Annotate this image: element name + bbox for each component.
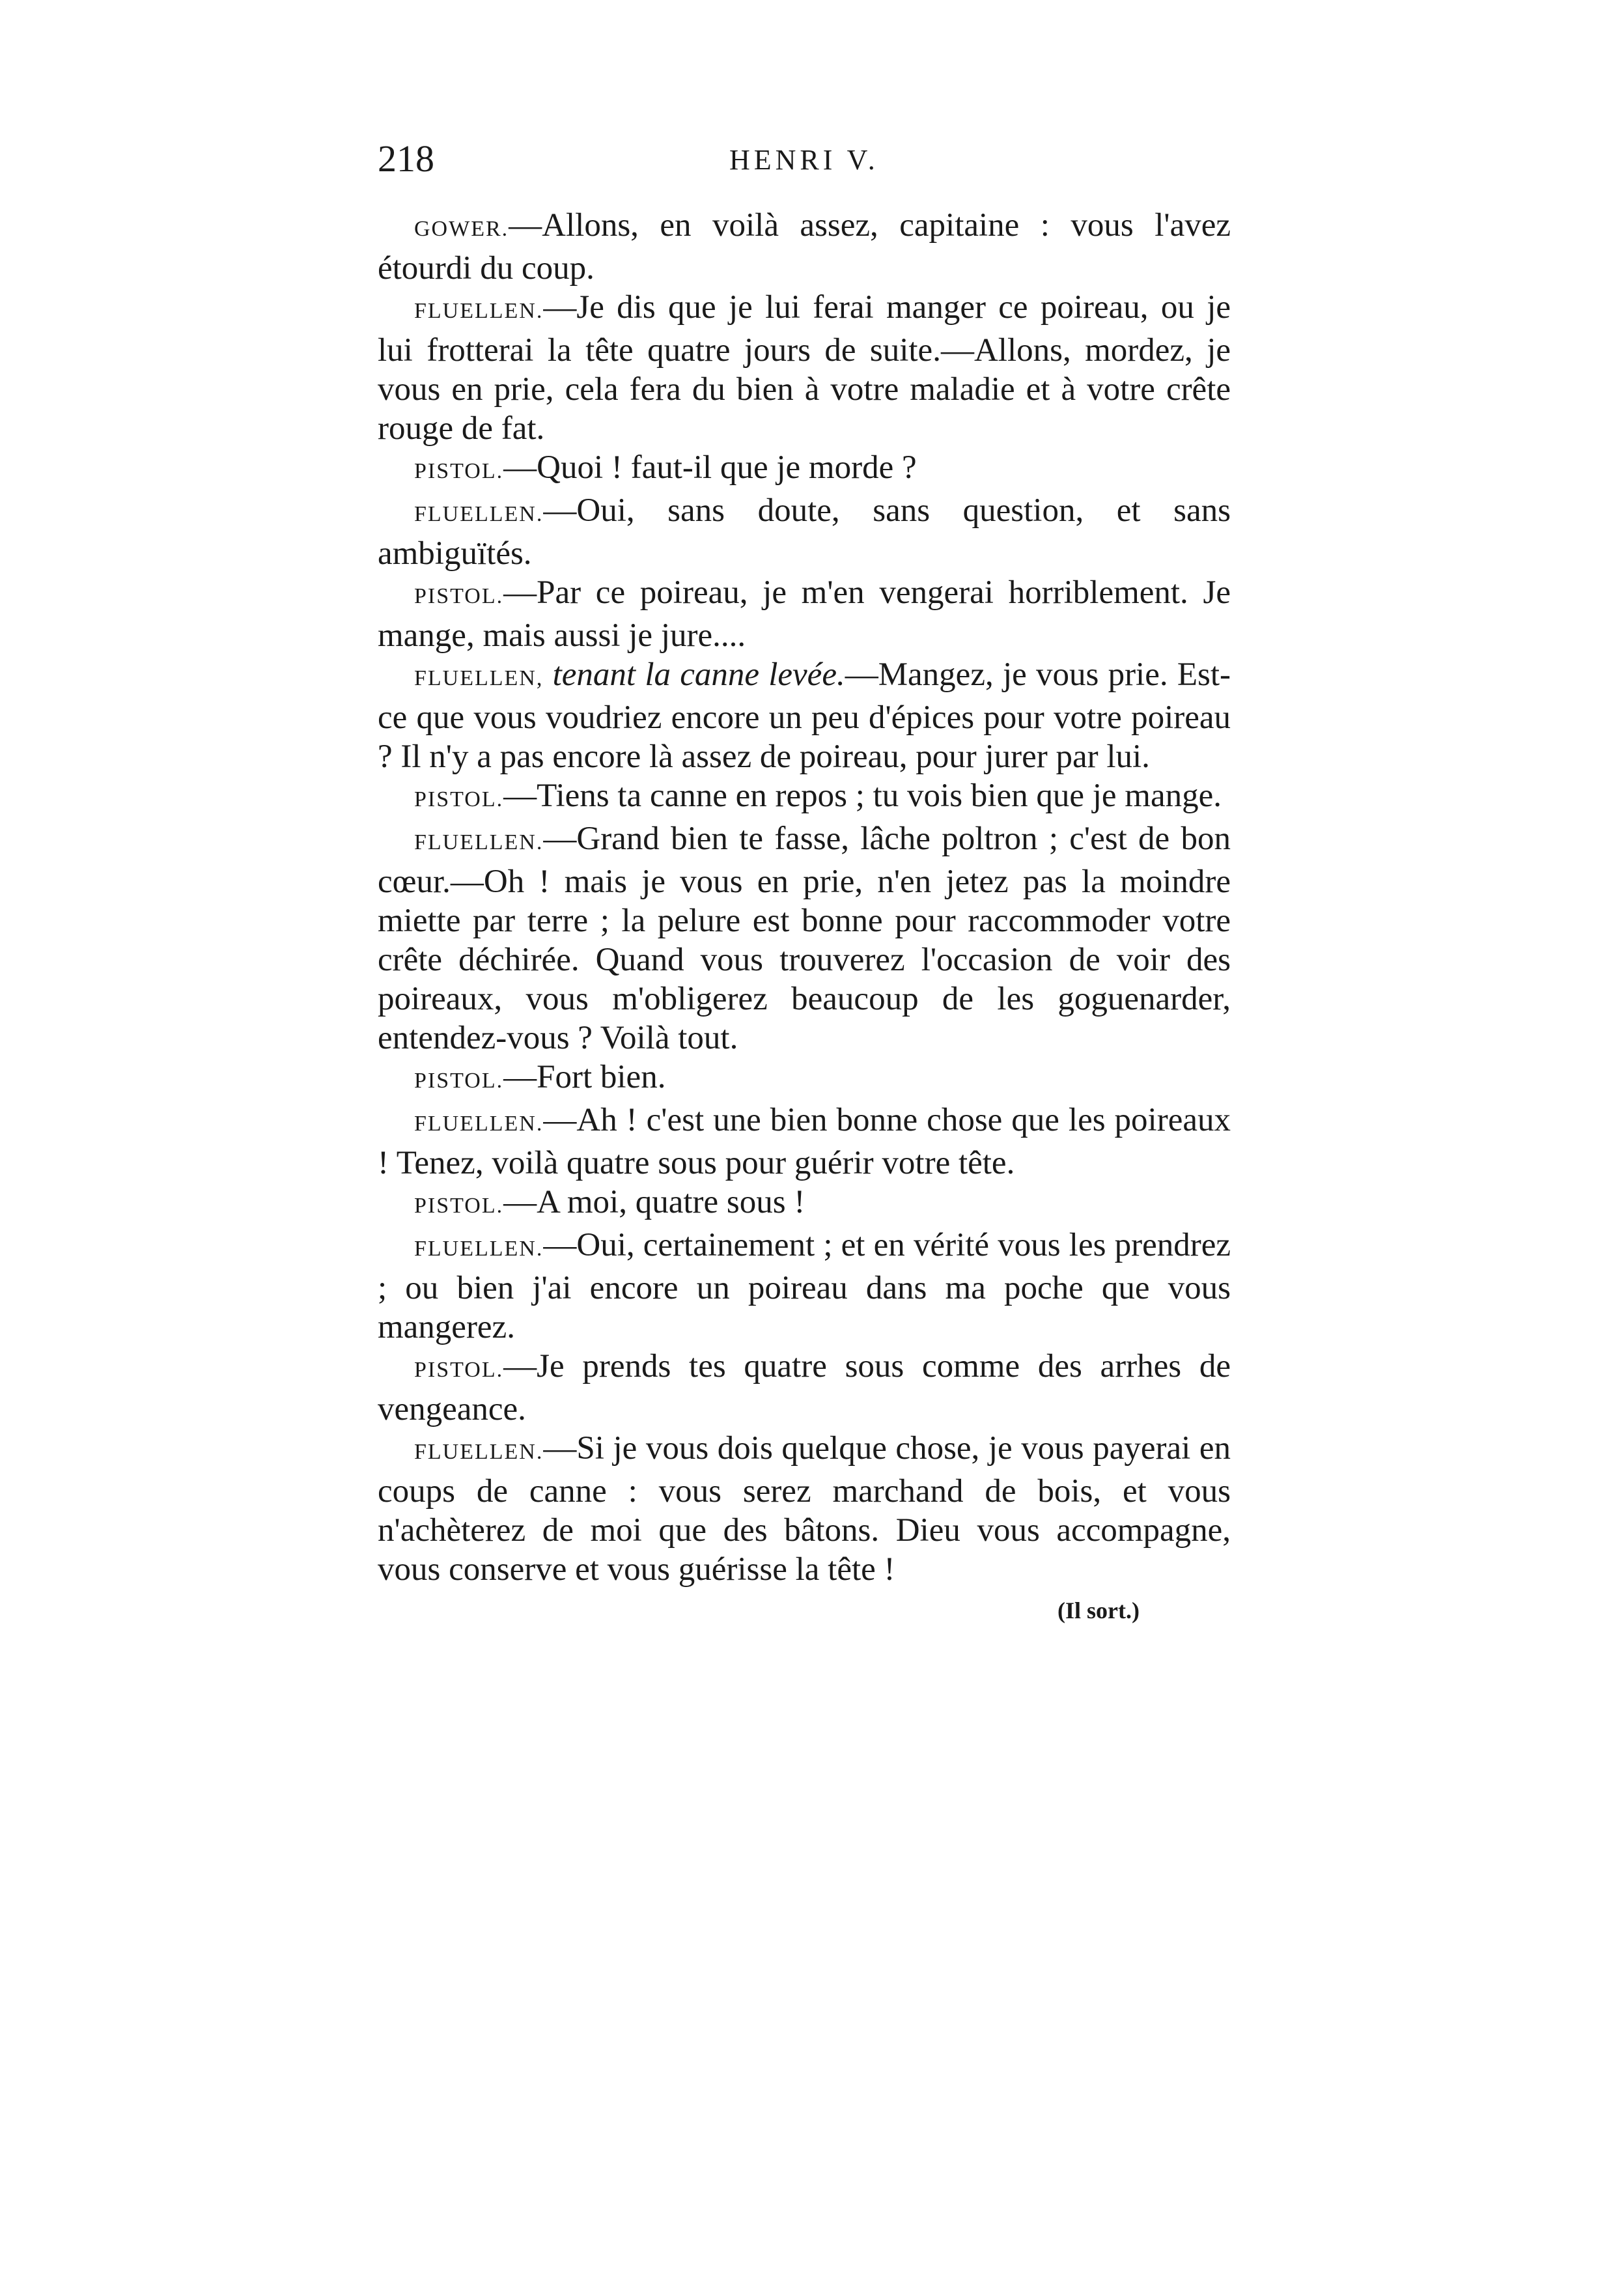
speaker-name: FLUELLEN. [414, 502, 544, 526]
speech-paragraph [378, 1347, 1231, 1429]
speech-text: —Par ce poireau, je m'en vengerai horriblement. Je mange, mais aussi je jure.... [378, 574, 1231, 654]
speech-text: —Fort bien. [503, 1059, 666, 1095]
speech-paragraph [378, 1101, 1231, 1183]
stage-direction-exit: (Il sort.) [1057, 1597, 1140, 1623]
speech-text: —Je prends tes quatre sous comme des arrhes de vengeance. [378, 1348, 1231, 1427]
speaker-name: GOWER. [414, 217, 509, 241]
speaker-name: PISTOL. [414, 1194, 504, 1218]
speech-paragraph [378, 776, 1231, 819]
speech-paragraph [378, 448, 1231, 491]
speech-paragraph [378, 573, 1231, 655]
speaker-name: FLUELLEN. [414, 1237, 544, 1261]
speech-text: —Ah ! c'est une bien bonne chose que les poireaux ! Tenez, voilà quatre sous pour guérir votre tête. [378, 1102, 1231, 1181]
speaker-name: FLUELLEN. [414, 1112, 544, 1136]
speech-text: —Allons, en voilà assez, capitaine : vous l'avez étourdi du coup. [378, 207, 1231, 287]
running-title: HENRI V. [729, 144, 879, 176]
speech-text: —Grand bien te fasse, lâche poltron ; c'est de bon cœur.—Oh ! mais je vous en prie, n'en jetez pas la moindre miette par terre ; la pelure est bonne pour raccommoder votre crête déchirée. Quand vous trouverez l'occasion de voir des poireaux, vous m'obligerez beaucoup de les goguenarder, entendez-vous ? Voilà tout. [378, 821, 1231, 1056]
speaker-name: PISTOL. [414, 1069, 504, 1093]
stage-direction-inline: tenant la canne levée. [552, 656, 845, 693]
speaker-name: FLUELLEN. [414, 1440, 544, 1464]
speech-text: —Oui, certainement ; et en vérité vous les prendrez ; ou bien j'ai encore un poireau dans ma poche que vous mangerez. [378, 1227, 1231, 1345]
speaker-name: FLUELLEN, [414, 666, 544, 690]
book-page [378, 130, 1231, 1758]
speech-paragraph [378, 1226, 1231, 1347]
speaker-name: FLUELLEN. [414, 299, 544, 323]
speech-text: —Mangez, je vous prie. Est-ce que vous voudriez encore un peu d'épices pour votre poireau ? Il n'y a pas encore là assez de poireau, pour jurer par lui. [378, 656, 1231, 775]
page-number: 218 [378, 137, 434, 180]
speaker-name: PISTOL. [414, 1358, 504, 1382]
speech-paragraph [378, 491, 1231, 573]
speech-paragraph [378, 1183, 1231, 1226]
speech-paragraph [378, 1429, 1231, 1589]
speech-text: —Oui, sans doute, sans question, et sans ambiguïtés. [378, 492, 1231, 572]
speaker-name: PISTOL. [414, 459, 504, 483]
speaker-name: PISTOL. [414, 584, 504, 608]
running-head [378, 130, 1231, 189]
speaker-name: FLUELLEN. [414, 830, 544, 854]
speech-paragraph [378, 288, 1231, 448]
speech-text: —Si je vous dois quelque chose, je vous payerai en coups de canne : vous serez marchand de bois, et vous n'achèterez de moi que des bâtons. Dieu vous accompagne, vous conserve et vous guérisse la tête ! [378, 1430, 1231, 1588]
speech-text: —Tiens ta canne en repos ; tu vois bien que je mange. [503, 778, 1222, 814]
speech-text: —Quoi ! faut-il que je morde ? [503, 449, 917, 486]
speech-paragraph [378, 1058, 1231, 1101]
speech-text: —Je dis que je lui ferai manger ce poireau, ou je lui frotterai la tête quatre jours de suite.—Allons, mordez, je vous en prie, cela fera du bien à votre maladie et à votre crête rouge de fat. [378, 289, 1231, 447]
speaker-name: PISTOL. [414, 787, 504, 811]
speech-paragraph [378, 206, 1231, 288]
dialogue [378, 206, 1231, 1589]
speech-text: —A moi, quatre sous ! [503, 1184, 805, 1220]
speech-paragraph [378, 819, 1231, 1058]
speech-paragraph [378, 655, 1231, 776]
